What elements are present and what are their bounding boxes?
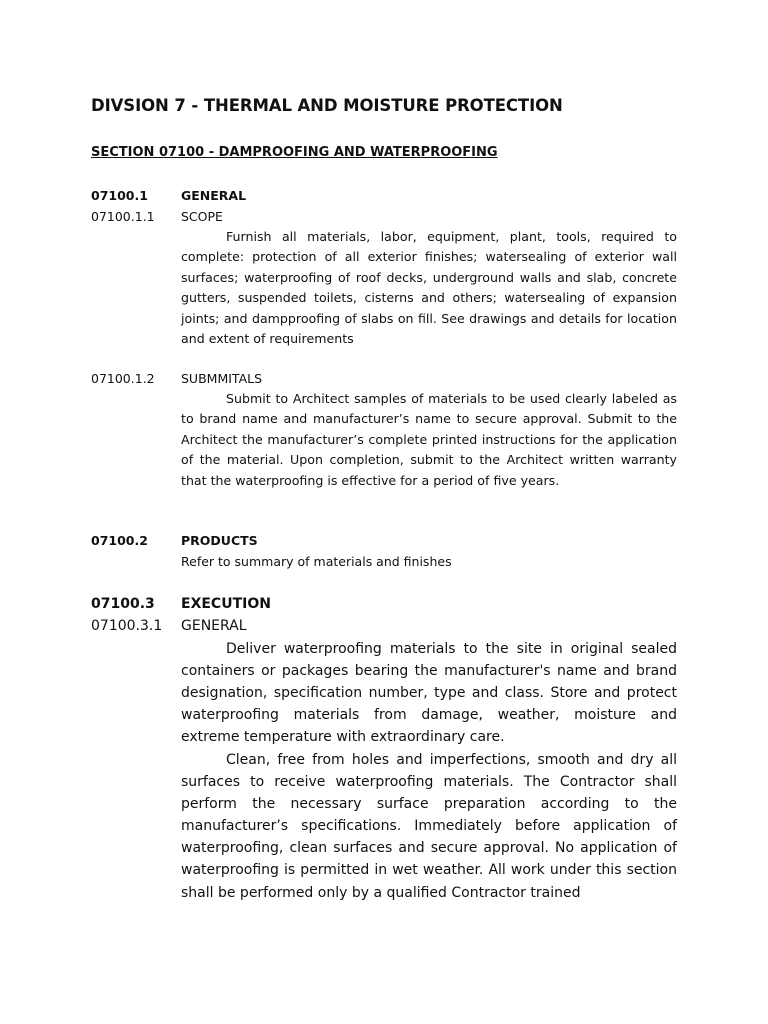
products-text: Refer to summary of materials and finishes xyxy=(181,554,452,569)
execution-number: 07100.3 xyxy=(91,596,155,612)
section-title: SECTION 07100 - DAMPROOFING AND WATERPROOFING xyxy=(91,145,498,160)
submittals-number: 07100.1.2 xyxy=(91,371,155,386)
execution-general-number: 07100.3.1 xyxy=(91,618,163,634)
products-number: 07100.2 xyxy=(91,533,148,548)
execution-heading: EXECUTION xyxy=(181,596,271,612)
scope-heading: SCOPE xyxy=(181,209,223,224)
execution-paragraph-2: Clean, free from holes and imperfections, smooth and dry all surfaces to receive waterproofing materials. The Contractor shall perform the necessary surface preparation according to the manufacturer’s specifications. Immediately before application of waterproofing, clean surfaces and secure approval. No application of waterproofing is permitted in wet weather. All work under this section shall be performed only by a qualified Contractor trained xyxy=(181,752,677,901)
scope-paragraph: Furnish all materials, labor, equipment, plant, tools, required to complete: protection of all exterior finishes; watersealing of exterior wall surfaces; waterproofing of roof decks, underground walls and slab, concrete gutters, suspended toilets, cisterns and others; watersealing of expansion joints; and dampproofing of slabs on fill. See drawings and details for location and extent of requirements xyxy=(181,229,677,347)
execution-general-heading: GENERAL xyxy=(181,618,247,634)
products-heading: PRODUCTS xyxy=(181,533,258,548)
execution-paragraph-1: Deliver waterproofing materials to the site in original sealed containers or packages bearing the manufacturer's name and brand designation, specification number, type and class. Store and protect waterproofing materials from damage, weather, moisture and extreme temperature with extraordinary care. xyxy=(181,641,677,746)
general-number: 07100.1 xyxy=(91,188,148,203)
submittals-paragraph: Submit to Architect samples of materials to be used clearly labeled as to brand name and manufacturer’s name to secure approval. Submit to the Architect the manufacturer’s complete printed instructions for the application of the material. Upon completion, submit to the Architect written warranty that the waterproofing is effective for a period of five years. xyxy=(181,391,677,488)
submittals-heading: SUBMMITALS xyxy=(181,371,263,386)
general-heading: GENERAL xyxy=(181,188,247,203)
division-title: DIVSION 7 - THERMAL AND MOISTURE PROTECTION xyxy=(91,96,563,115)
scope-number: 07100.1.1 xyxy=(91,209,155,224)
